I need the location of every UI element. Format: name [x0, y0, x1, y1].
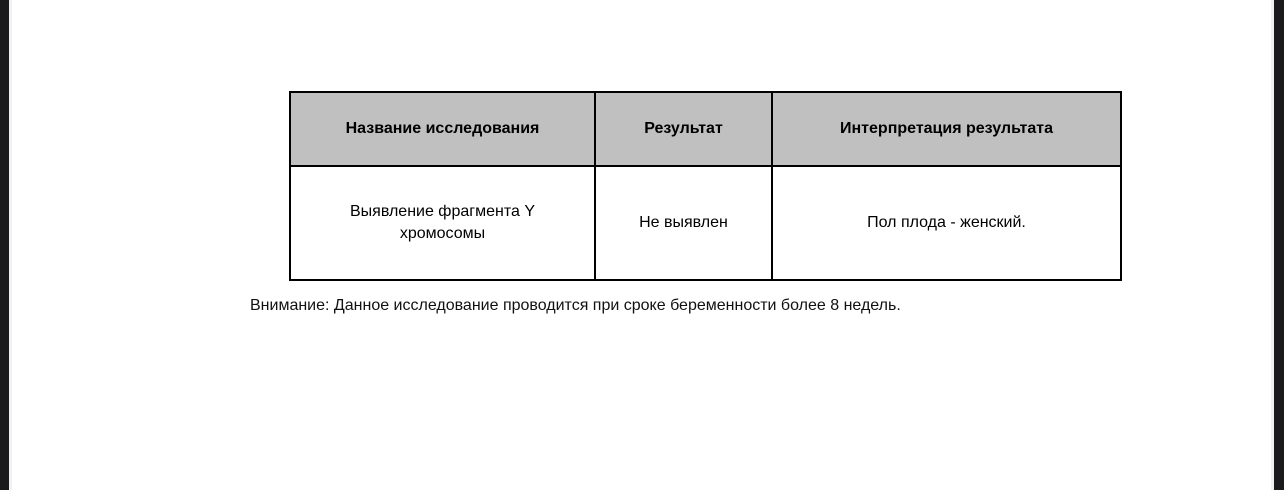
header-cell-interpretation: Интерпретация результата [772, 92, 1121, 166]
header-cell-study-name: Название исследования [290, 92, 595, 166]
cell-result: Не выявлен [595, 166, 772, 280]
right-page-edge [1271, 0, 1274, 490]
study-name-text: Выявление фрагмента Y хромосомы [349, 203, 535, 242]
left-page-edge [9, 0, 12, 490]
left-letterbox-bar [0, 0, 9, 490]
header-cell-result: Результат [595, 92, 772, 166]
right-letterbox-bar [1274, 0, 1284, 490]
table-header-row [290, 92, 1121, 166]
table-row [290, 166, 1121, 280]
results-table [289, 91, 1122, 281]
attention-note: Внимание: Данное исследование проводится при сроке беременности более 8 недель. [250, 297, 901, 314]
cell-study-name [290, 166, 595, 280]
cell-interpretation: Пол плода - женский. [772, 166, 1121, 280]
